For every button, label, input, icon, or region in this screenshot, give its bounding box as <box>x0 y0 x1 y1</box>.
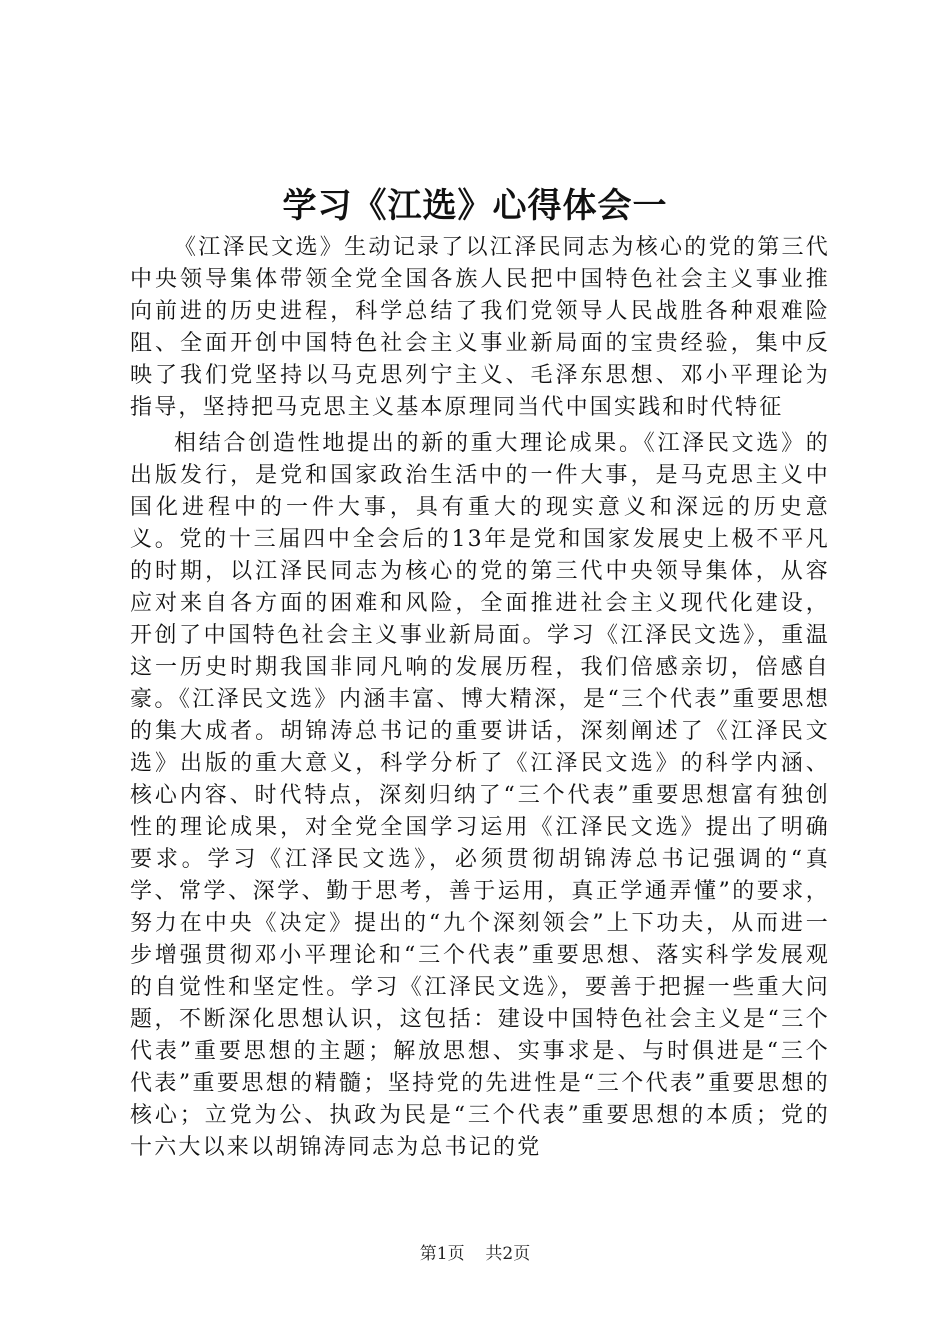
page-number: 第1页 <box>419 1244 465 1264</box>
page-total: 共2页 <box>485 1244 531 1264</box>
document-body <box>130 232 830 1168</box>
paragraph-2: 相结合创造性地提出的新的重大理论成果。《江泽民文选》的出版发行，是党和国家政治生活中的一件大事，是马克思主义中国化进程中的一件大事，具有重大的现实意义和深远的历史意义。党的十三届四中全会后的13年是党和国家发展史上极不平凡的时期，以江泽民同志为核心的党的第三代中央领导集体，从容应对来自各方面的困难和风险，全面推进社会主义现代化建设，开创了中国特色社会主义事业新局面。学习《江泽民文选》，重温这一历史时期我国非同凡响的发展历程，我们倍感亲切，倍感自豪。《江泽民文选》内涵丰富、博大精深，是“三个代表”重要思想的集大成者。胡锦涛总书记的重要讲话，深刻阐述了《江泽民文选》出版的重大意义，科学分析了《江泽民文选》的科学内涵、核心内容、时代特点，深刻归纳了“三个代表”重要思想富有独创性的理论成果，对全党全国学习运用《江泽民文选》提出了明确要求。学习《江泽民文选》，必须贯彻胡锦涛总书记强调的“真学、常学、深学、勤于思考，善于运用，真正学通弄懂”的要求，努力在中央《决定》提出的“九个深刻领会”上下功夫，从而进一步增强贯彻邓小平理论和“三个代表”重要思想、落实科学发展观的自觉性和坚定性。学习《江泽民文选》，要善于把握一些重大问题，不断深化思想认识，这包括：建设中国特色社会主义是“三个代表”重要思想的主题；解放思想、实事求是、与时俱进是“三个代表”重要思想的精髓；坚持党的先进性是“三个代表”重要思想的核心；立党为公、执政为民是“三个代表”重要思想的本质；党的十六大以来以胡锦涛同志为总书记的党 <box>130 431 830 1160</box>
paragraph-1: 《江泽民文选》生动记录了以江泽民同志为核心的党的第三代中央领导集体带领全党全国各族人民把中国特色社会主义事业推向前进的历史进程，科学总结了我们党领导人民战胜各种艰难险阻、全面开创中国特色社会主义事业新局面的宝贵经验，集中反映了我们党坚持以马克思列宁主义、毛泽东思想、邓小平理论为指导，坚持把马克思主义基本原理同当代中国实践和时代特征 <box>130 235 830 420</box>
page-title: 学习《江选》心得体会一 <box>282 186 668 226</box>
page-footer <box>0 1242 950 1266</box>
